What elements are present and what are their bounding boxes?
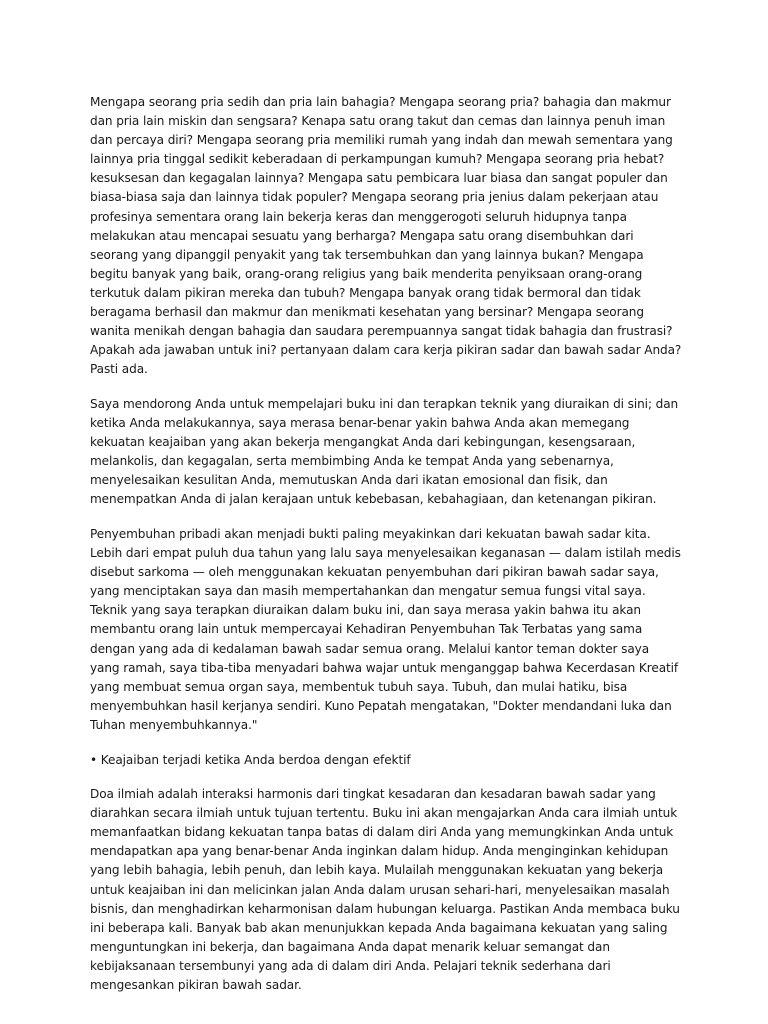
paragraph-personal-healing: Penyembuhan pribadi akan menjadi bukti paling meyakinkan dari kekuatan bawah sadar kita. Lebih dari empat puluh dua tahun yang lalu saya menyelesaikan keganasan — dalam istilah medis disebut sarkoma — oleh menggunakan kekuatan penyembuhan dari pikiran bawah sadar saya, yang menciptakan saya dan masih mempertahankan dan mengatur semua fungsi vital saya. Teknik yang saya terapkan diuraikan dalam buku ini, dan saya merasa yakin bahwa itu akan membantu orang lain untuk mempercayai Kehadiran Penyembuhan Tak Terbatas yang sama dengan yang ada di kedalaman bawah sadar semua orang. Melalui kantor teman dokter saya yang ramah, saya tiba-tiba menyadari bahwa wajar untuk menganggap bahwa Kecerdasan Kreatif yang membuat semua organ saya, membentuk tubuh saya. Tubuh, dan mulai hatiku, bisa menyembuhkan hasil kerjanya sendiri. Kuno Pepatah mengatakan, "Dokter mendandani luka dan Tuhan menyembuhkannya.": [90, 526, 681, 732]
bullet-heading-miracles: • Keajaiban terjadi ketika Anda berdoa dengan efektif: [90, 752, 411, 767]
document-page: [90, 93, 682, 1011]
paragraph-scientific-prayer: Doa ilmiah adalah interaksi harmonis dari tingkat kesadaran dan kesadaran bawah sadar yang diarahkan secara ilmiah untuk tujuan tertentu. Buku ini akan mengajarkan Anda cara ilmiah untuk memanfaatkan bidang kekuatan tanpa batas di dalam diri Anda yang memungkinkan Anda untuk mendapatkan apa yang benar-benar Anda inginkan dalam hidup. Anda menginginkan kehidupan yang lebih bahagia, lebih penuh, dan lebih kaya. Mulailah menggunakan kekuatan yang bekerja untuk keajaiban ini dan melicinkan jalan Anda dalam urusan sehari-hari, menyelesaikan masalah bisnis, dan menghadirkan keharmonisan dalam hubungan keluarga. Pastikan Anda membaca buku ini beberapa kali. Banyak bab akan menunjukkan kepada Anda bagaimana kekuatan yang saling menguntungkan ini bekerja, dan bagaimana Anda dapat menarik keluar semangat dan kebijaksanaan tersembunyi yang ada di dalam diri Anda. Pelajari teknik sederhana dari mengesankan pikiran bawah sadar.: [90, 787, 680, 993]
paragraph-encouragement: Saya mendorong Anda untuk mempelajari buku ini dan terapkan teknik yang diuraikan di sini; dan ketika Anda melakukannya, saya merasa benar-benar yakin bahwa Anda akan memegang kekuatan keajaiban yang akan bekerja mengangkat Anda dari kebingungan, kesengsaraan, melankolis, dan kegagalan, serta membimbing Anda ke tempat Anda yang sebenarnya, menyelesaikan kesulitan Anda, memutuskan Anda dari ikatan emosional dan fisik, dan menempatkan Anda di jalan kerajaan untuk kebebasan, kebahagiaan, dan ketenangan pikiran.: [90, 396, 679, 507]
paragraph-why-questions: Mengapa seorang pria sedih dan pria lain bahagia? Mengapa seorang pria? bahagia dan makmur dan pria lain miskin dan sengsara? Kenapa satu orang takut dan cemas dan lainnya penuh iman dan percaya diri? Mengapa seorang pria memiliki rumah yang indah dan mewah sementara yang lainnya pria tinggal sedikit keberadaan di perkampungan kumuh? Mengapa seorang pria hebat? kesuksesan dan kegagalan lainnya? Mengapa satu pembicara luar biasa dan sangat populer dan biasa-biasa saja dan lainnya tidak populer? Mengapa seorang pria jenius dalam pekerjaan atau profesinya sementara orang lain bekerja keras dan menggerogoti seluruh hidupnya tanpa melakukan atau mencapai sesuatu yang berharga? Mengapa satu orang disembuhkan dari seorang yang dipanggil penyakit yang tak tersembuhkan dan yang lainnya bukan? Mengapa begitu banyak yang baik, orang-orang religius yang baik menderita penyiksaan orang-orang terkutuk dalam pikiran mereka dan tubuh? Mengapa banyak orang tidak bermoral dan tidak beragama berhasil dan makmur dan menikmati kesehatan yang bersinar? Mengapa seorang wanita menikah dengan bahagia dan saudara perempuannya sangat tidak bahagia dan frustrasi? Apakah ada jawaban untuk ini? pertanyaan dalam cara kerja pikiran sadar dan bawah sadar Anda? Pasti ada.: [90, 95, 682, 377]
